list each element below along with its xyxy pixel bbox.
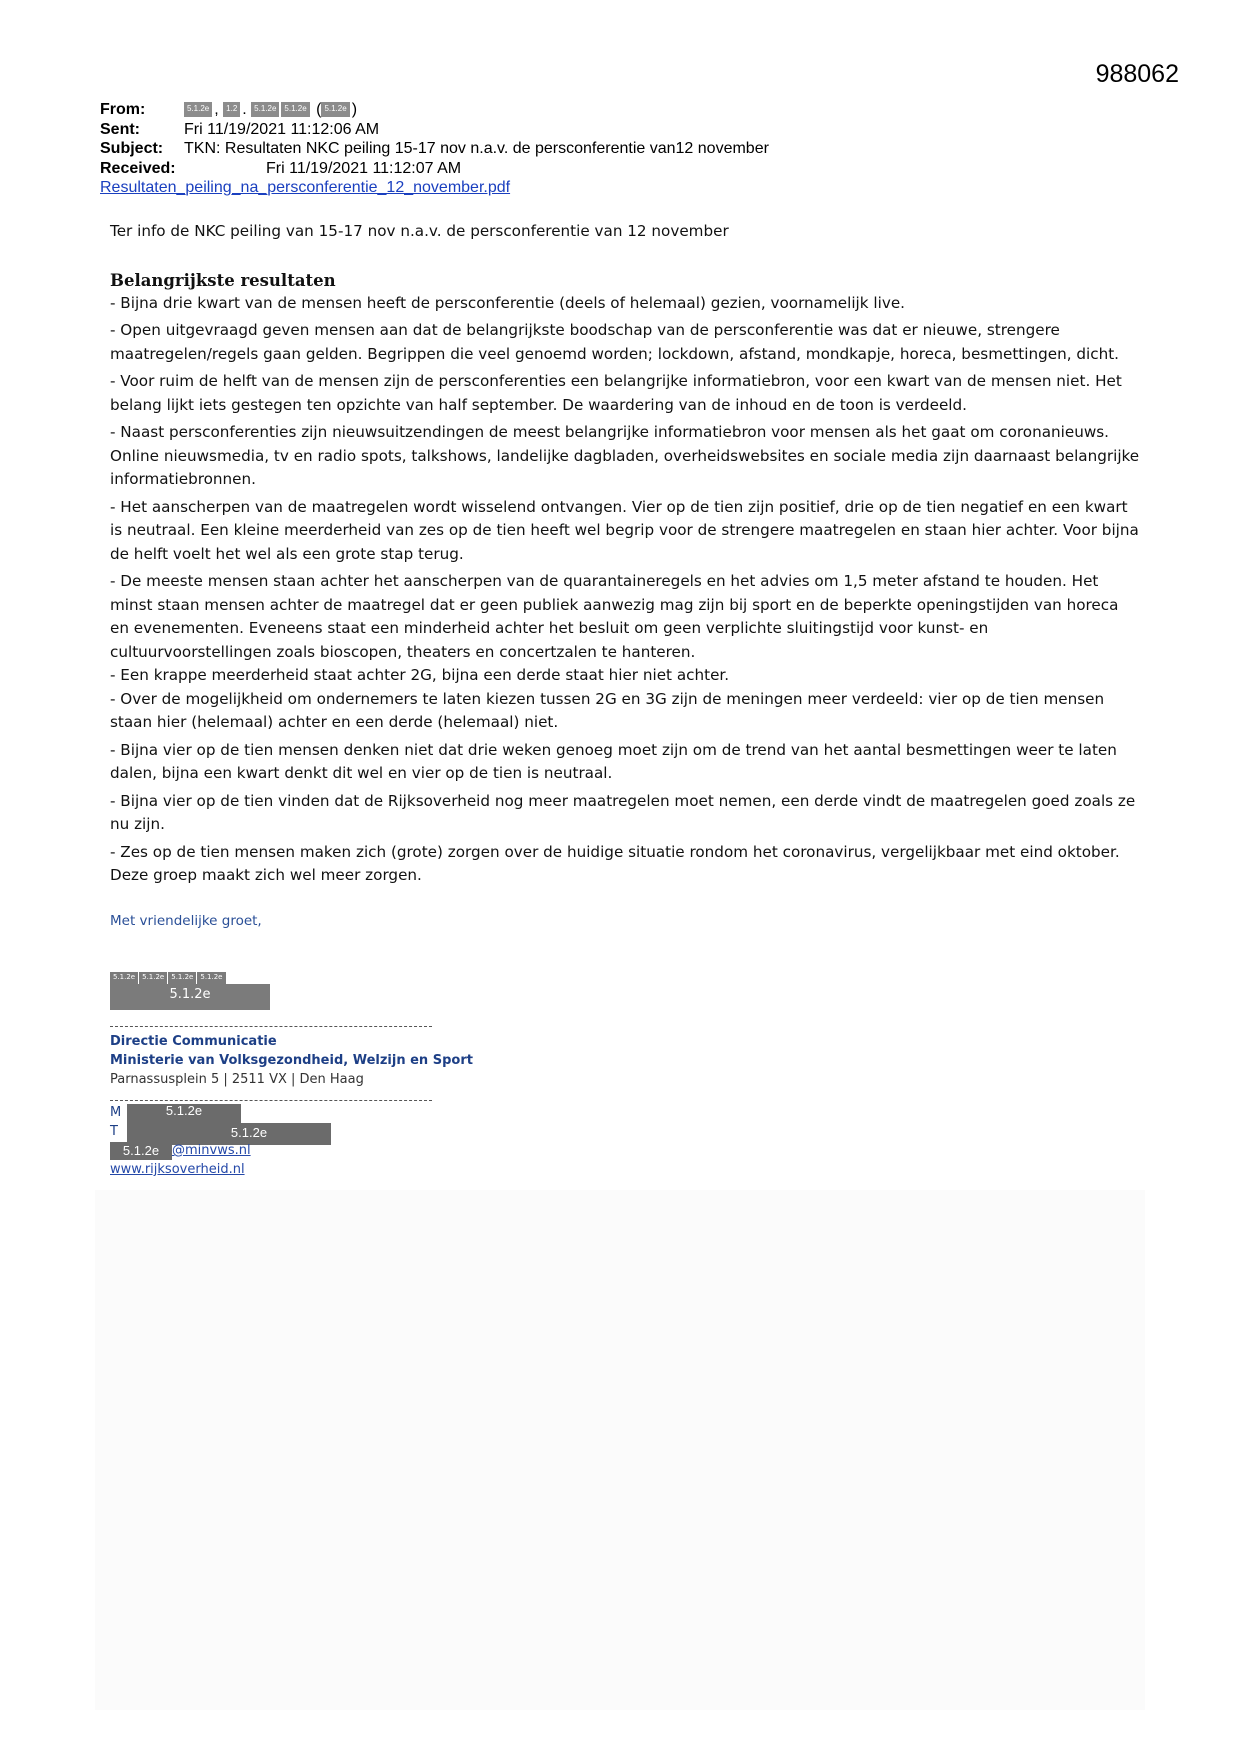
- name-redaction: 5.1.2e: [110, 984, 270, 1010]
- received-label: Received:: [100, 159, 176, 177]
- redaction: 5.1.2e: [321, 102, 349, 117]
- mobile-label: M: [110, 1105, 122, 1120]
- redaction: 5.1.2e: [139, 972, 167, 984]
- result-paragraph: - Over de mogelijkheid om ondernemers te laten kiezen tussen 2G en 3G zijn de meningen meer verdeeld: vier op de tien mensen staan hier (helemaal) achter en een derde (helemaal) niet.: [110, 689, 1105, 731]
- address: Parnassusplein 5 | 2511 VX | Den Haag: [110, 1072, 364, 1087]
- subject-value: TKN: Resultaten NKC peiling 15-17 nov n.a.v. de persconferentie van12 november: [184, 140, 769, 157]
- result-paragraph: - Zes op de tien mensen maken zich (grote) zorgen over de huidige situatie rondom het coronavirus, vergelijkbaar met eind oktober. Deze groep maakt zich wel meer zorgen.: [110, 842, 1120, 884]
- intro-text: Ter info de NKC peiling van 15-17 nov n.a.v. de persconferentie van 12 november: [110, 222, 729, 240]
- email-body: [110, 220, 1140, 933]
- redaction: 5.1.2e: [281, 102, 309, 117]
- contact-block: [110, 1104, 331, 1180]
- result-paragraph: - Het aanscherpen van de maatregelen wordt wisselend ontvangen. Vier op de tien zijn positief, drie op de tien negatief en een kwart is neutraal. Een kleine meerderheid van zes op de tien heeft wel begrip voor de strengere maatregelen en staan hier achter. Voor bijna de helft voelt het wel als een grote stap terug.: [110, 497, 1139, 563]
- result-paragraph: - Voor ruim de helft van de mensen zijn de persconferenties een belangrijke informatiebron, voor een kwart van de mensen niet. Het belang lijkt iets gestegen ten opzichte van half september. De waardering van de inhoud en de toon is verdeeld.: [110, 372, 1122, 414]
- attachment-row: [100, 178, 769, 198]
- result-paragraph: - Bijna vier op de tien mensen denken niet dat drie weken genoeg moet zijn om de trend van het aantal besmettingen weer te laten dalen, bijna een kwart denkt dit wel en vier op de tien is neutraal.: [110, 740, 1117, 782]
- phone-row: [110, 1123, 331, 1142]
- phone-redaction: 5.1.2e: [127, 1123, 331, 1145]
- page-shade: [95, 1190, 1145, 1710]
- from-row: From: 5.1.2e , 1.2 . 5.1.2e 5.1.2e ( 5.1.2e ): [100, 101, 358, 118]
- from-label: From:: [100, 101, 146, 118]
- greeting: Met vriendelijke groet,: [110, 912, 262, 929]
- sent-value: Fri 11/19/2021 11:12:06 AM: [184, 120, 380, 138]
- redaction: 5.1.2e: [168, 972, 196, 984]
- ministry-name: Ministerie van Volksgezondheid, Welzijn en Sport: [110, 1053, 473, 1068]
- department-name: Directie Communicatie: [110, 1034, 277, 1049]
- email-redaction: 5.1.2e: [110, 1142, 172, 1160]
- received-row: [100, 159, 769, 179]
- sent-row: [100, 120, 769, 140]
- sent-label: Sent:: [100, 120, 140, 138]
- result-paragraph: - Bijna drie kwart van de mensen heeft de persconferentie (deels of helemaal) gezien, voornamelijk live.: [110, 293, 905, 312]
- mobile-redaction: 5.1.2e: [127, 1104, 241, 1123]
- result-paragraph: - Open uitgevraagd geven mensen aan dat de belangrijkste boodschap van de persconferentie was dat er nieuwe, strengere maatregelen/regels gaan gelden. Begrippen die veel genoemd worden; lockdown, afstand, mondkapje, horeca, besmettingen, dicht.: [110, 321, 1119, 363]
- email-header: [100, 100, 769, 198]
- divider: [110, 1100, 432, 1101]
- website-link[interactable]: www.rijksoverheid.nl: [110, 1162, 245, 1177]
- result-paragraph: - Naast persconferenties zijn nieuwsuitzendingen de meest belangrijke informatiebron voor mensen als het gaat om coronanieuws. Online nieuwsmedia, tv en radio spots, talkshows, landelijke dagbladen, overheidswebsites en sociale media zijn daarnaast belangrijke informatiebronnen.: [110, 423, 1140, 488]
- email-domain[interactable]: @minvws.nl: [172, 1143, 251, 1158]
- email-row: [110, 1142, 331, 1161]
- signature-redactions: [110, 964, 270, 1010]
- result-paragraph: - Bijna vier op de tien vinden dat de Rijksoverheid nog meer maatregelen moet nemen, een derde vindt de maatregelen goed zoals ze nu zijn.: [110, 791, 1136, 833]
- redaction: 5.1.2e: [251, 102, 279, 117]
- results-heading: Belangrijkste resultaten: [110, 270, 336, 290]
- subject-label: Subject:: [100, 140, 164, 157]
- subject-row: [100, 139, 769, 159]
- department-block: [110, 1032, 473, 1089]
- mobile-row: [110, 1104, 331, 1123]
- redaction: 5.1.2e: [184, 102, 212, 117]
- received-value: Fri 11/19/2021 11:12:07 AM: [266, 159, 462, 177]
- redaction: 5.1.2e: [197, 972, 225, 984]
- redaction: 1.2: [223, 102, 240, 117]
- redaction: 5.1.2e: [110, 972, 138, 984]
- document-number: 988062: [1095, 60, 1179, 88]
- divider: [110, 1026, 432, 1027]
- website-row: [110, 1161, 331, 1180]
- result-paragraph: - Een krappe meerderheid staat achter 2G, bijna een derde staat hier niet achter.: [110, 666, 730, 684]
- attachment-link[interactable]: Resultaten_peiling_na_persconferentie_12_november.pdf: [100, 179, 511, 196]
- result-paragraph: - De meeste mensen staan achter het aanscherpen van de quarantaineregels en het advies om 1,5 meter afstand te houden. Het minst staan mensen achter de maatregel dat er geen publiek aanwezig mag zijn bij sport en de beperkte openingstijden van horeca en evenementen. Eveneens staat een minderheid achter het besluit om geen verplichte sluitingstijd voor kunst- en cultuurvoorstellingen zoals bioscopen, theaters en concertzalen te hanteren.: [110, 572, 1119, 661]
- phone-label: T: [110, 1124, 118, 1139]
